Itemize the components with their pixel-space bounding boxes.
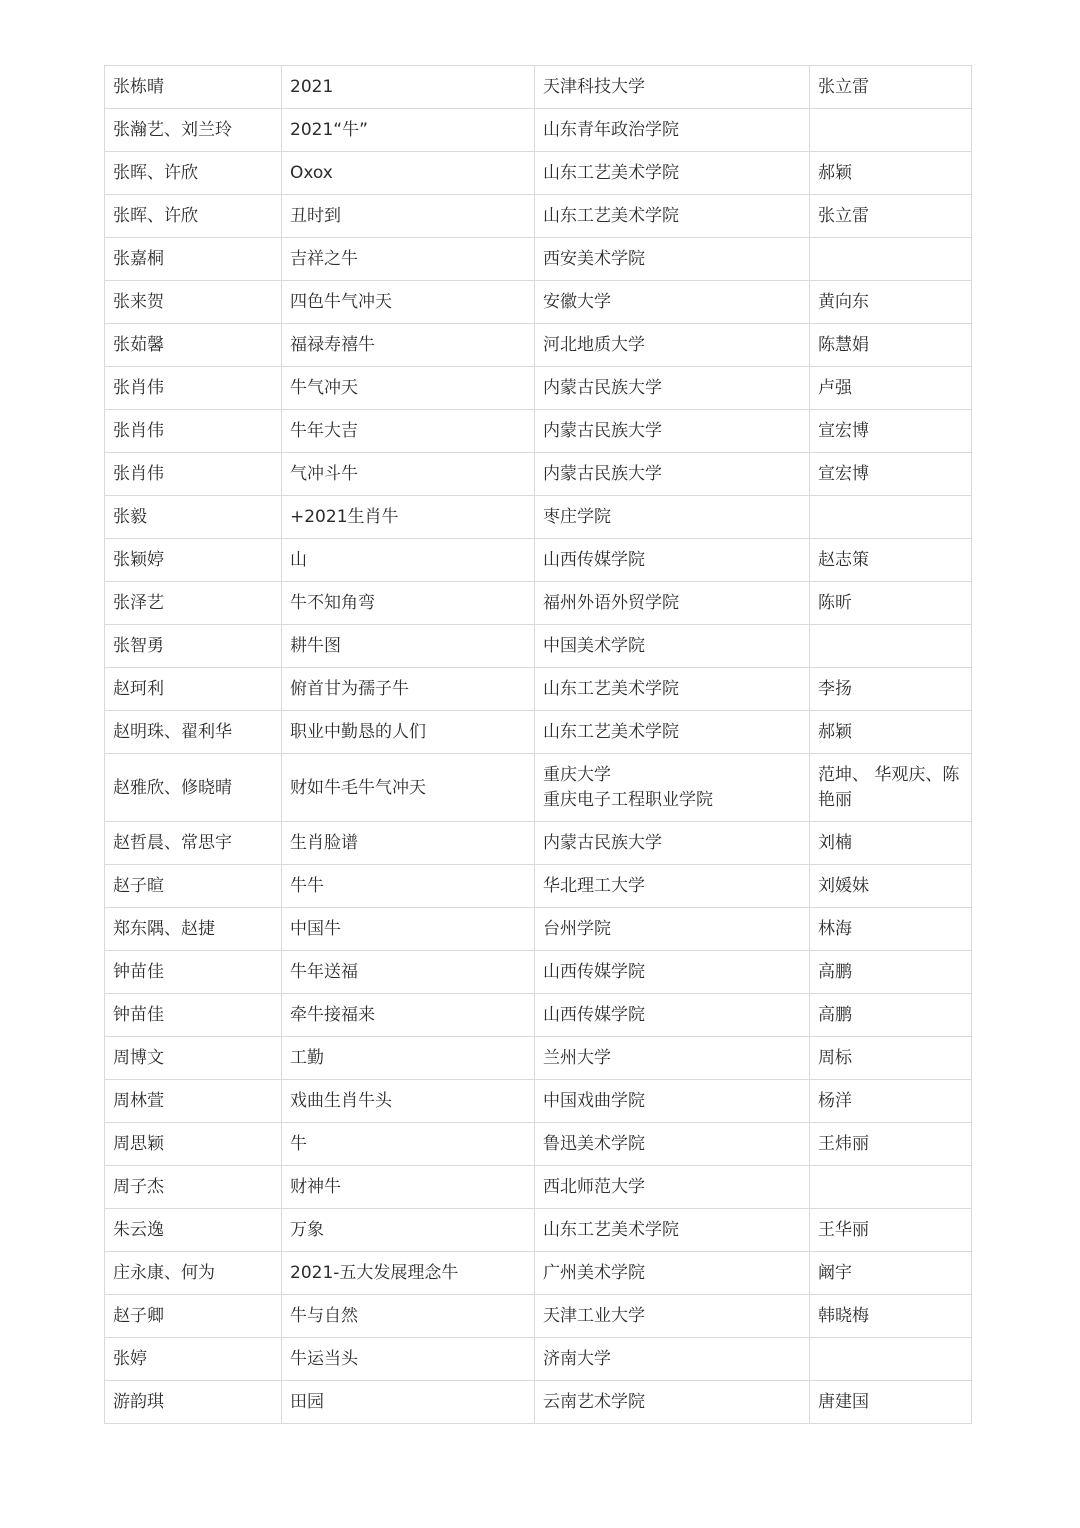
- author-cell: 张颖婷: [105, 539, 282, 582]
- school-cell: [535, 1166, 810, 1209]
- school-name: 西安美术学院: [543, 249, 645, 269]
- school-name: 兰州大学: [543, 1048, 611, 1068]
- work-title-cell: 财神牛: [282, 1166, 535, 1209]
- table-row: [105, 1252, 972, 1295]
- school-cell: [535, 1080, 810, 1123]
- author-cell: 张瀚艺、刘兰玲: [105, 109, 282, 152]
- table-row: [105, 238, 972, 281]
- author-cell: 张毅: [105, 496, 282, 539]
- school-name: 中国美术学院: [543, 636, 645, 656]
- author-cell: 钟苗佳: [105, 994, 282, 1037]
- school-name: 内蒙古民族大学: [543, 464, 662, 484]
- entry-table-body: [105, 66, 972, 1424]
- work-title-cell: 万象: [282, 1209, 535, 1252]
- school-name: 福州外语外贸学院: [543, 593, 679, 613]
- school-name: 山东青年政治学院: [543, 120, 679, 140]
- advisor-cell: 刘媛妹: [810, 865, 972, 908]
- author-cell: 张来贺: [105, 281, 282, 324]
- school-name: 山东工艺美术学院: [543, 163, 679, 183]
- table-row: [105, 994, 972, 1037]
- school-name: 安徽大学: [543, 292, 611, 312]
- author-cell: 周博文: [105, 1037, 282, 1080]
- table-row: [105, 410, 972, 453]
- author-cell: 庄永康、何为: [105, 1252, 282, 1295]
- author-cell: 周林萱: [105, 1080, 282, 1123]
- school-cell: [535, 1252, 810, 1295]
- school-cell: [535, 994, 810, 1037]
- table-row: [105, 951, 972, 994]
- school-cell: [535, 324, 810, 367]
- advisor-cell: [810, 109, 972, 152]
- author-cell: 张栋晴: [105, 66, 282, 109]
- school-cell: [535, 1123, 810, 1166]
- school-name: 山东工艺美术学院: [543, 1220, 679, 1240]
- school-name: 内蒙古民族大学: [543, 421, 662, 441]
- author-cell: 钟苗佳: [105, 951, 282, 994]
- advisor-cell: 张立雷: [810, 195, 972, 238]
- work-title-cell: 牛年送福: [282, 951, 535, 994]
- work-title-cell: 山: [282, 539, 535, 582]
- advisor-cell: [810, 496, 972, 539]
- table-row: [105, 195, 972, 238]
- school-cell: [535, 367, 810, 410]
- author-cell: 张茹馨: [105, 324, 282, 367]
- work-title-cell: 财如牛毛牛气冲天: [282, 754, 535, 822]
- school-cell: [535, 822, 810, 865]
- advisor-cell: 张立雷: [810, 66, 972, 109]
- work-title-cell: 俯首甘为孺子牛: [282, 668, 535, 711]
- advisor-cell: 唐建国: [810, 1381, 972, 1424]
- author-cell: 周思颖: [105, 1123, 282, 1166]
- advisor-cell: 林海: [810, 908, 972, 951]
- school-name: 山东工艺美术学院: [543, 679, 679, 699]
- table-row: [105, 539, 972, 582]
- school-cell: [535, 908, 810, 951]
- school-cell: [535, 1338, 810, 1381]
- school-cell: [535, 1037, 810, 1080]
- work-title-cell: 牵牛接福来: [282, 994, 535, 1037]
- author-cell: 朱云逸: [105, 1209, 282, 1252]
- author-cell: 赵珂利: [105, 668, 282, 711]
- work-title-cell: 牛与自然: [282, 1295, 535, 1338]
- school-cell: [535, 238, 810, 281]
- table-row: [105, 324, 972, 367]
- table-row: [105, 281, 972, 324]
- school-name: 云南艺术学院: [543, 1392, 645, 1412]
- work-title-cell: 牛运当头: [282, 1338, 535, 1381]
- work-title-cell: 牛年大吉: [282, 410, 535, 453]
- work-title-cell: 牛气冲天: [282, 367, 535, 410]
- work-title-cell: 福禄寿禧牛: [282, 324, 535, 367]
- school-cell: [535, 1209, 810, 1252]
- school-cell: [535, 152, 810, 195]
- school-name: 华北理工大学: [543, 876, 645, 896]
- work-title-cell: 2021: [282, 66, 535, 109]
- school-cell: [535, 410, 810, 453]
- school-cell: [535, 668, 810, 711]
- advisor-cell: 陈慧娟: [810, 324, 972, 367]
- author-cell: 张肖伟: [105, 453, 282, 496]
- table-row: [105, 496, 972, 539]
- table-row: [105, 625, 972, 668]
- author-cell: 张晖、许欣: [105, 152, 282, 195]
- school-name: 鲁迅美术学院: [543, 1134, 645, 1154]
- advisor-cell: 李扬: [810, 668, 972, 711]
- advisor-cell: [810, 238, 972, 281]
- author-cell: 张智勇: [105, 625, 282, 668]
- table-row: [105, 1080, 972, 1123]
- advisor-cell: 刘楠: [810, 822, 972, 865]
- work-title-cell: 中国牛: [282, 908, 535, 951]
- author-cell: 赵子卿: [105, 1295, 282, 1338]
- table-row: [105, 1037, 972, 1080]
- school-name: 台州学院: [543, 919, 611, 939]
- work-title-cell: 2021-五大发展理念牛: [282, 1252, 535, 1295]
- advisor-cell: 王华丽: [810, 1209, 972, 1252]
- school-cell: [535, 539, 810, 582]
- school-cell: [535, 711, 810, 754]
- advisor-cell: 卢强: [810, 367, 972, 410]
- advisor-cell: [810, 1338, 972, 1381]
- advisor-cell: 杨洋: [810, 1080, 972, 1123]
- advisor-cell: 陈昕: [810, 582, 972, 625]
- advisor-cell: 周标: [810, 1037, 972, 1080]
- table-row: [105, 1338, 972, 1381]
- school-cell: [535, 66, 810, 109]
- advisor-cell: 范坤、 华观庆、陈艳丽: [810, 754, 972, 822]
- author-cell: 张晖、许欣: [105, 195, 282, 238]
- school-cell: [535, 109, 810, 152]
- table-row: [105, 1381, 972, 1424]
- advisor-cell: 赵志策: [810, 539, 972, 582]
- work-title-cell: 耕牛图: [282, 625, 535, 668]
- work-title-cell: 戏曲生肖牛头: [282, 1080, 535, 1123]
- school-name: 山东工艺美术学院: [543, 206, 679, 226]
- author-cell: 周子杰: [105, 1166, 282, 1209]
- work-title-cell: 牛: [282, 1123, 535, 1166]
- entry-table: [104, 65, 972, 1424]
- school-name: 内蒙古民族大学: [543, 378, 662, 398]
- table-row: [105, 754, 972, 822]
- school-cell: [535, 1295, 810, 1338]
- work-title-cell: 职业中勤恳的人们: [282, 711, 535, 754]
- table-row: [105, 367, 972, 410]
- school-name: 天津工业大学: [543, 1306, 645, 1326]
- table-row: [105, 1123, 972, 1166]
- author-cell: 张泽艺: [105, 582, 282, 625]
- work-title-cell: 工勤: [282, 1037, 535, 1080]
- author-cell: 游韵琪: [105, 1381, 282, 1424]
- advisor-cell: 宣宏博: [810, 410, 972, 453]
- author-cell: 赵雅欣、修晓晴: [105, 754, 282, 822]
- work-title-cell: 丑时到: [282, 195, 535, 238]
- author-cell: 郑东隅、赵捷: [105, 908, 282, 951]
- work-title-cell: 气冲斗牛: [282, 453, 535, 496]
- school-name: 枣庄学院: [543, 507, 611, 527]
- work-title-cell: 生肖脸谱: [282, 822, 535, 865]
- author-cell: 赵哲晨、常思宇: [105, 822, 282, 865]
- school-cell: [535, 281, 810, 324]
- school-name: 中国戏曲学院: [543, 1091, 645, 1111]
- advisor-cell: 黄向东: [810, 281, 972, 324]
- school-cell: [535, 582, 810, 625]
- school-cell: [535, 865, 810, 908]
- school-name: 天津科技大学: [543, 77, 645, 97]
- school-cell: [535, 195, 810, 238]
- school-cell: [535, 754, 810, 822]
- table-row: [105, 865, 972, 908]
- table-row: [105, 1295, 972, 1338]
- school-name: 西北师范大学: [543, 1177, 645, 1197]
- author-cell: 张婷: [105, 1338, 282, 1381]
- advisor-cell: 王炜丽: [810, 1123, 972, 1166]
- work-title-cell: 牛牛: [282, 865, 535, 908]
- work-title-cell: 牛不知角弯: [282, 582, 535, 625]
- school-name: 重庆电子工程职业学院: [543, 790, 713, 810]
- school-cell: [535, 625, 810, 668]
- work-title-cell: 田园: [282, 1381, 535, 1424]
- school-name: 广州美术学院: [543, 1263, 645, 1283]
- school-cell: [535, 1381, 810, 1424]
- work-title-cell: +2021生肖牛: [282, 496, 535, 539]
- table-row: [105, 109, 972, 152]
- advisor-cell: 宣宏博: [810, 453, 972, 496]
- table-row: [105, 453, 972, 496]
- school-cell: [535, 496, 810, 539]
- advisor-cell: 郝颖: [810, 711, 972, 754]
- table-row: [105, 66, 972, 109]
- school-name: 山西传媒学院: [543, 962, 645, 982]
- table-row: [105, 908, 972, 951]
- school-name: 济南大学: [543, 1349, 611, 1369]
- advisor-cell: 高鹏: [810, 951, 972, 994]
- work-title-cell: 四色牛气冲天: [282, 281, 535, 324]
- advisor-cell: 阚宇: [810, 1252, 972, 1295]
- author-cell: 赵明珠、翟利华: [105, 711, 282, 754]
- author-cell: 张嘉桐: [105, 238, 282, 281]
- advisor-cell: [810, 1166, 972, 1209]
- advisor-cell: 郝颖: [810, 152, 972, 195]
- author-cell: 张肖伟: [105, 410, 282, 453]
- table-row: [105, 711, 972, 754]
- work-title-cell: 2021“牛”: [282, 109, 535, 152]
- work-title-cell: 吉祥之牛: [282, 238, 535, 281]
- table-row: [105, 582, 972, 625]
- table-row: [105, 1209, 972, 1252]
- advisor-cell: 高鹏: [810, 994, 972, 1037]
- author-cell: 赵子暄: [105, 865, 282, 908]
- table-row: [105, 152, 972, 195]
- school-cell: [535, 453, 810, 496]
- school-name: 山东工艺美术学院: [543, 722, 679, 742]
- advisor-cell: 韩晓梅: [810, 1295, 972, 1338]
- table-row: [105, 668, 972, 711]
- school-name: 内蒙古民族大学: [543, 833, 662, 853]
- author-cell: 张肖伟: [105, 367, 282, 410]
- table-row: [105, 822, 972, 865]
- school-name: 山西传媒学院: [543, 1005, 645, 1025]
- school-name: 河北地质大学: [543, 335, 645, 355]
- school-name: 山西传媒学院: [543, 550, 645, 570]
- school-name: 重庆大学: [543, 765, 611, 785]
- school-cell: [535, 951, 810, 994]
- table-row: [105, 1166, 972, 1209]
- advisor-cell: [810, 625, 972, 668]
- work-title-cell: Oxox: [282, 152, 535, 195]
